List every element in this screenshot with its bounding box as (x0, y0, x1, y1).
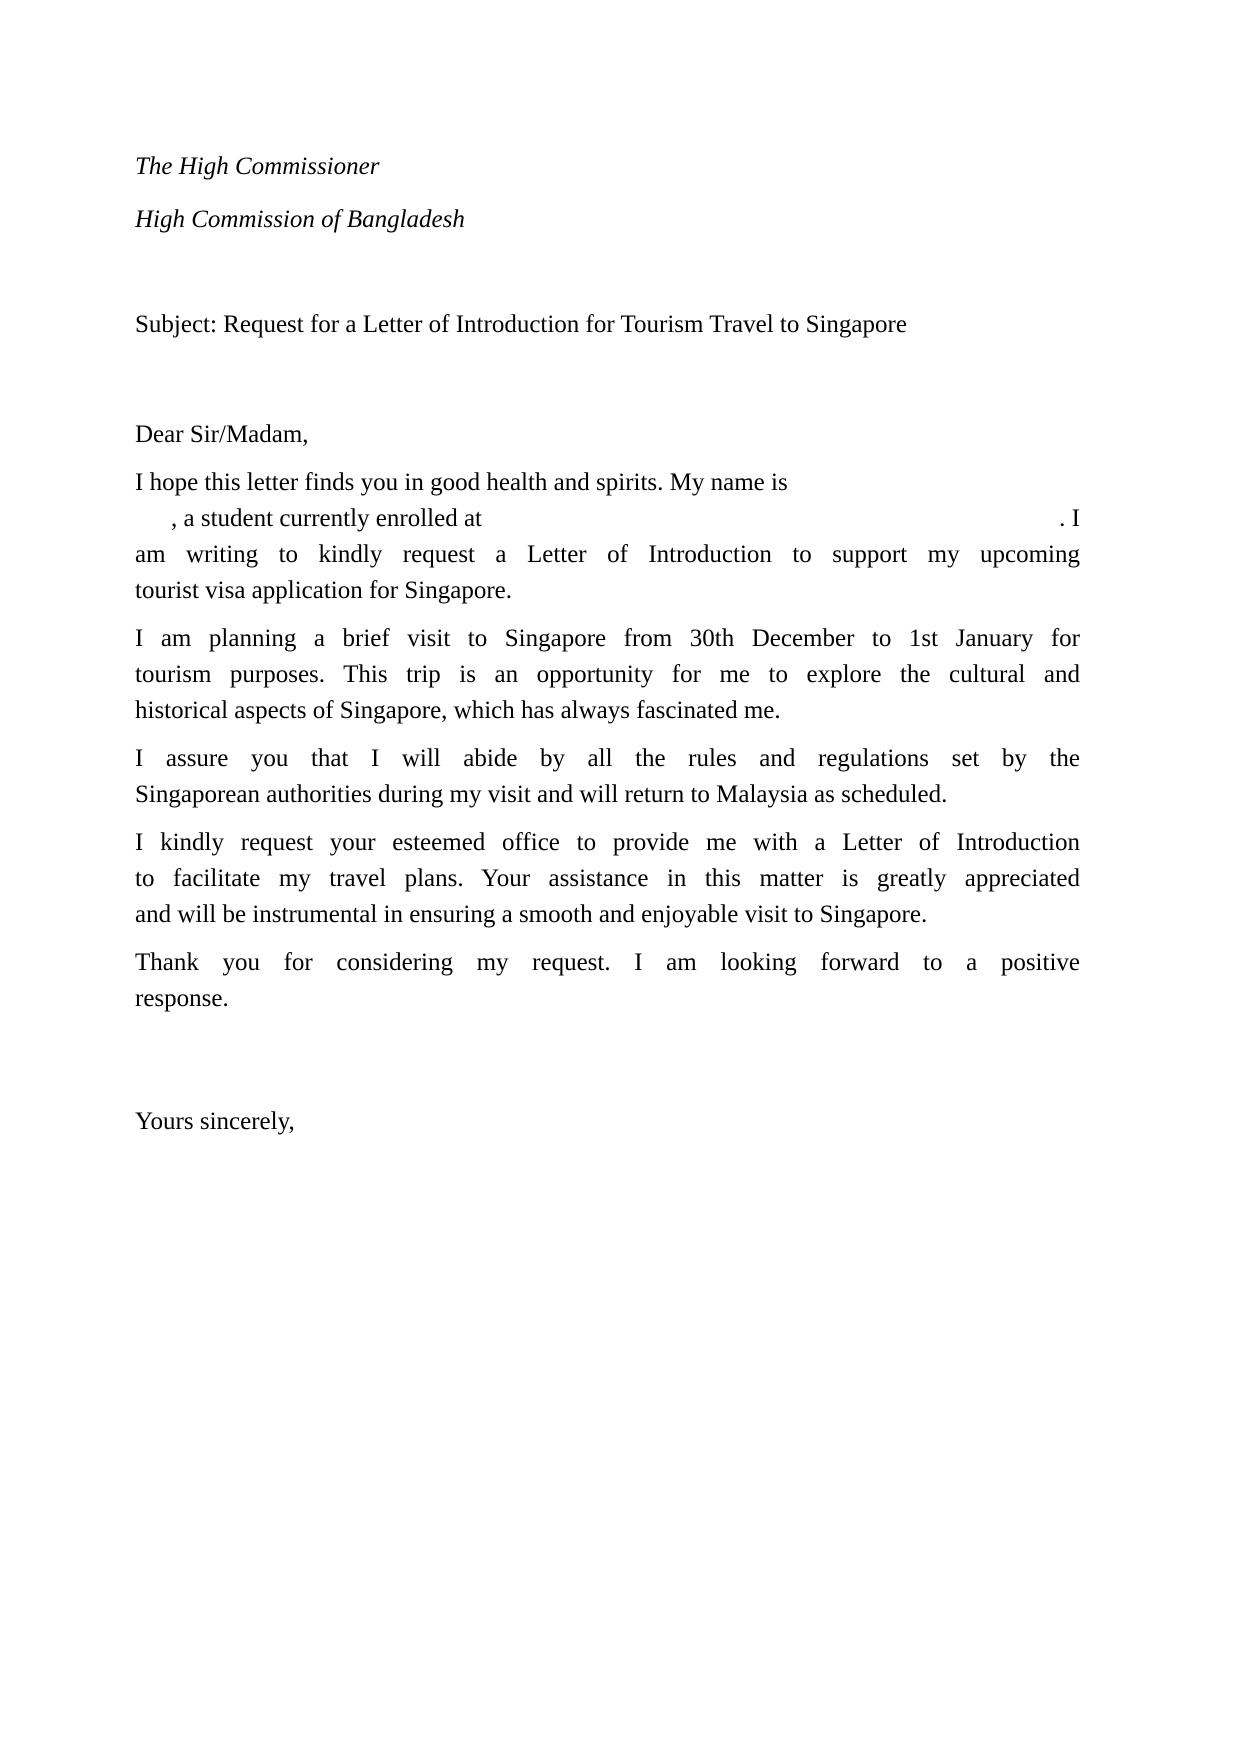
paragraph-1 (135, 465, 1080, 609)
closing-valediction: Yours sincerely, (135, 1108, 295, 1135)
sentence-end-fragment: . I (1059, 505, 1080, 532)
body-line-with-blanks (135, 501, 1080, 537)
body-line: am writing to kindly request a Letter of Introduction to support my upcoming (135, 541, 1080, 568)
recipient-title-line: The High Commissioner (135, 153, 380, 180)
paragraph-2 (135, 621, 1080, 729)
body-line: Thank you for considering my request. I am looking forward to a positive (135, 949, 1080, 976)
body-line: Singaporean authorities during my visit and will return to Malaysia as scheduled. (135, 781, 948, 808)
body-line: tourism purposes. This trip is an opportunity for me to explore the cultural and (135, 661, 1080, 688)
enrolled-at-fragment: , a student currently enrolled at (171, 505, 482, 532)
salutation: Dear Sir/Madam, (135, 421, 309, 448)
body-line: I kindly request your esteemed office to provide me with a Letter of Introduction (135, 829, 1080, 856)
paragraph-3 (135, 741, 1080, 813)
body-line: to facilitate my travel plans. Your assistance in this matter is greatly appreciated (135, 865, 1080, 892)
paragraph-5 (135, 945, 1080, 1017)
recipient-org-line: High Commission of Bangladesh (135, 206, 465, 233)
body-line: historical aspects of Singapore, which has always fascinated me. (135, 697, 781, 724)
subject-line: Subject: Request for a Letter of Introduction for Tourism Travel to Singapore (135, 311, 907, 338)
body-line: I hope this letter finds you in good health and spirits. My name is (135, 469, 788, 496)
body-line: and will be instrumental in ensuring a smooth and enjoyable visit to Singapore. (135, 901, 928, 928)
paragraph-4 (135, 825, 1080, 933)
body-line: I assure you that I will abide by all the rules and regulations set by the (135, 745, 1080, 772)
body-line: tourist visa application for Singapore. (135, 577, 513, 604)
body-line: I am planning a brief visit to Singapore from 30th December to 1st January for (135, 625, 1080, 652)
body-line: response. (135, 985, 229, 1012)
letter-body (135, 0, 1080, 1140)
